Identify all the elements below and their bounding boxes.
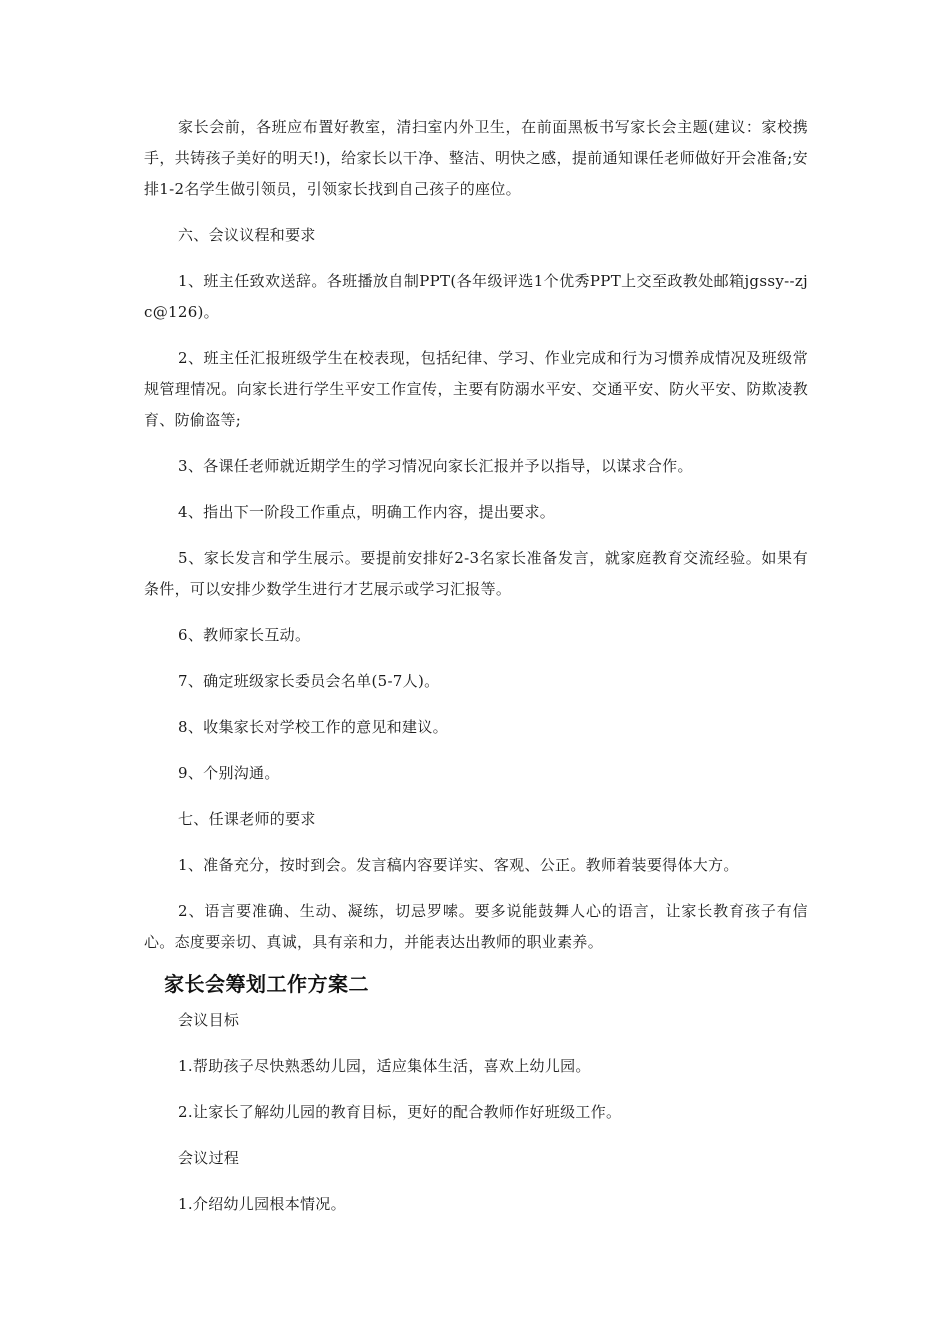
meeting-goal-title: 会议目标 — [178, 1011, 240, 1029]
agenda-item-1: 1、班主任致欢送辞。各班播放自制PPT(各年级评选1个优秀PPT上交至政教处邮箱jgssy--zjc@126)。 — [144, 272, 808, 321]
requirement-item-1: 1、准备充分，按时到会。发言稿内容要详实、客观、公正。教师着装要得体大方。 — [178, 856, 739, 874]
section-title-teacher-requirements: 七、任课老师的要求 — [178, 810, 316, 828]
paragraph-preparation: 家长会前，各班应布置好教室，清扫室内外卫生，在前面黑板书写家长会主题(建议：家校携手，共铸孩子美好的明天!)，给家长以干净、整洁、明快之感，提前通知课任老师做好开会准备;安排1-2名学生做引领员，引领家长找到自己孩子的座位。 — [144, 118, 808, 198]
agenda-item-2: 2、班主任汇报班级学生在校表现，包括纪律、学习、作业完成和行为习惯养成情况及班级常规管理情况。向家长进行学生平安工作宣传，主要有防溺水平安、交通平安、防火平安、防欺凌教育、防偷盗等; — [144, 349, 808, 429]
agenda-item-5: 5、家长发言和学生展示。要提前安排好2-3名家长准备发言，就家庭教育交流经验。如果有条件，可以安排少数学生进行才艺展示或学习汇报等。 — [144, 549, 808, 598]
agenda-item-3: 3、各课任老师就近期学生的学习情况向家长汇报并予以指导，以谋求合作。 — [178, 457, 693, 475]
section-heading-plan-two: 家长会筹划工作方案二 — [164, 972, 369, 996]
meeting-process-1: 1.介绍幼儿园根本情况。 — [178, 1195, 346, 1213]
agenda-item-9: 9、个别沟通。 — [178, 764, 280, 782]
meeting-process-title: 会议过程 — [178, 1149, 240, 1167]
meeting-goal-1: 1.帮助孩子尽快熟悉幼儿园，适应集体生活，喜欢上幼儿园。 — [178, 1057, 591, 1075]
requirement-item-2: 2、语言要准确、生动、凝练，切忌罗嗦。要多说能鼓舞人心的语言，让家长教育孩子有信心。态度要亲切、真诚，具有亲和力，并能表达出教师的职业素养。 — [144, 902, 808, 951]
section-title-agenda: 六、会议议程和要求 — [178, 226, 316, 244]
agenda-item-8: 8、收集家长对学校工作的意见和建议。 — [178, 718, 448, 736]
document-body — [144, 112, 808, 1235]
meeting-goal-2: 2.让家长了解幼儿园的教育目标，更好的配合教师作好班级工作。 — [178, 1103, 622, 1121]
agenda-item-7: 7、确定班级家长委员会名单(5-7人)。 — [178, 672, 440, 690]
agenda-item-4: 4、指出下一阶段工作重点，明确工作内容，提出要求。 — [178, 503, 556, 521]
agenda-item-6: 6、教师家长互动。 — [178, 626, 311, 644]
